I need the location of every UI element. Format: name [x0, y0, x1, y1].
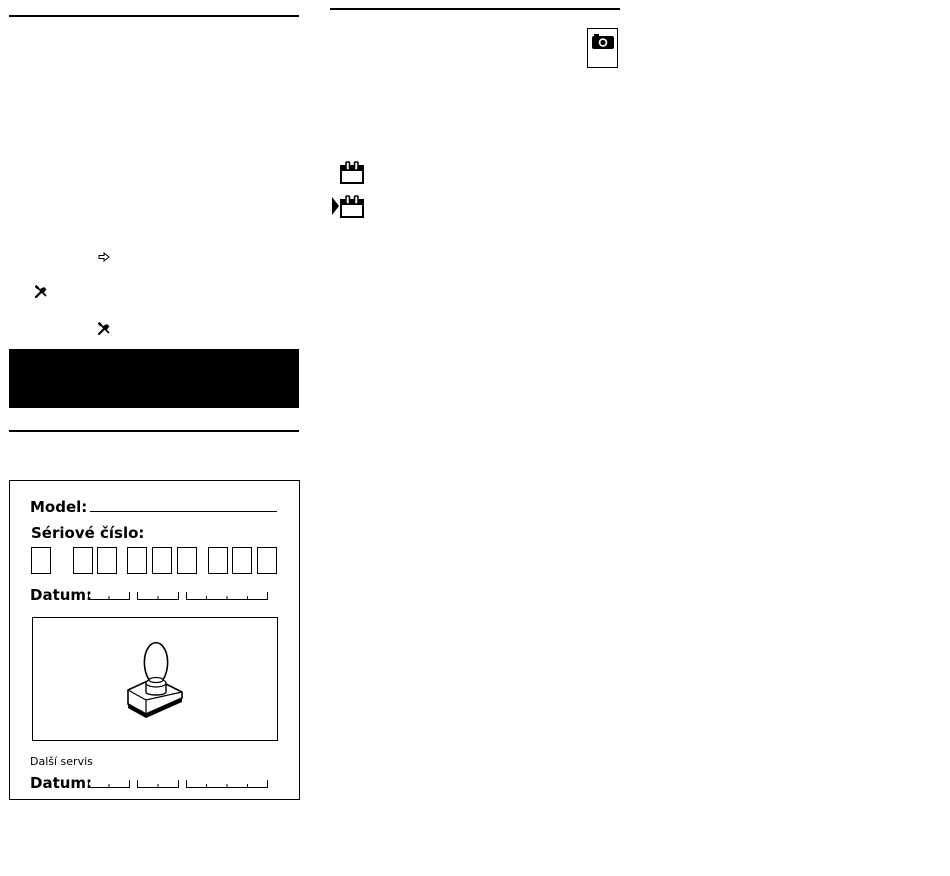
calendar-pointer-icon [331, 194, 367, 219]
arrow-right-outline-icon [98, 248, 110, 260]
model-input-line[interactable] [90, 511, 277, 512]
tools-icon [97, 321, 111, 335]
next-date-label: Datum: [30, 774, 93, 792]
date-year-field[interactable] [186, 592, 268, 600]
model-label: Model: [30, 498, 88, 516]
calendar-icon [338, 161, 366, 185]
tools-icon [34, 284, 48, 298]
serial-number-label: Sériové číslo: [31, 524, 145, 542]
next-service-label: Další servis [30, 755, 93, 768]
serial-digit-box[interactable] [152, 547, 172, 574]
serial-digit-box[interactable] [232, 547, 252, 574]
serial-digit-box[interactable] [177, 547, 197, 574]
top-right-rule [330, 8, 620, 10]
serial-digit-box[interactable] [31, 547, 51, 574]
date-day-field[interactable] [88, 592, 130, 600]
camera-icon [591, 32, 615, 50]
black-banner [9, 349, 299, 408]
date-label: Datum: [30, 586, 93, 604]
serial-digit-box[interactable] [97, 547, 117, 574]
serial-digit-box[interactable] [127, 547, 147, 574]
serial-digit-box[interactable] [208, 547, 228, 574]
section-rule [9, 430, 299, 432]
date-month-field[interactable] [137, 592, 179, 600]
top-left-rule [9, 15, 299, 17]
rubber-stamp-icon [124, 638, 186, 720]
serial-digit-box[interactable] [73, 547, 93, 574]
next-date-year-field[interactable] [186, 780, 268, 788]
next-date-month-field[interactable] [137, 780, 179, 788]
camera-box [587, 28, 618, 68]
next-date-day-field[interactable] [88, 780, 130, 788]
serial-digit-box[interactable] [257, 547, 277, 574]
